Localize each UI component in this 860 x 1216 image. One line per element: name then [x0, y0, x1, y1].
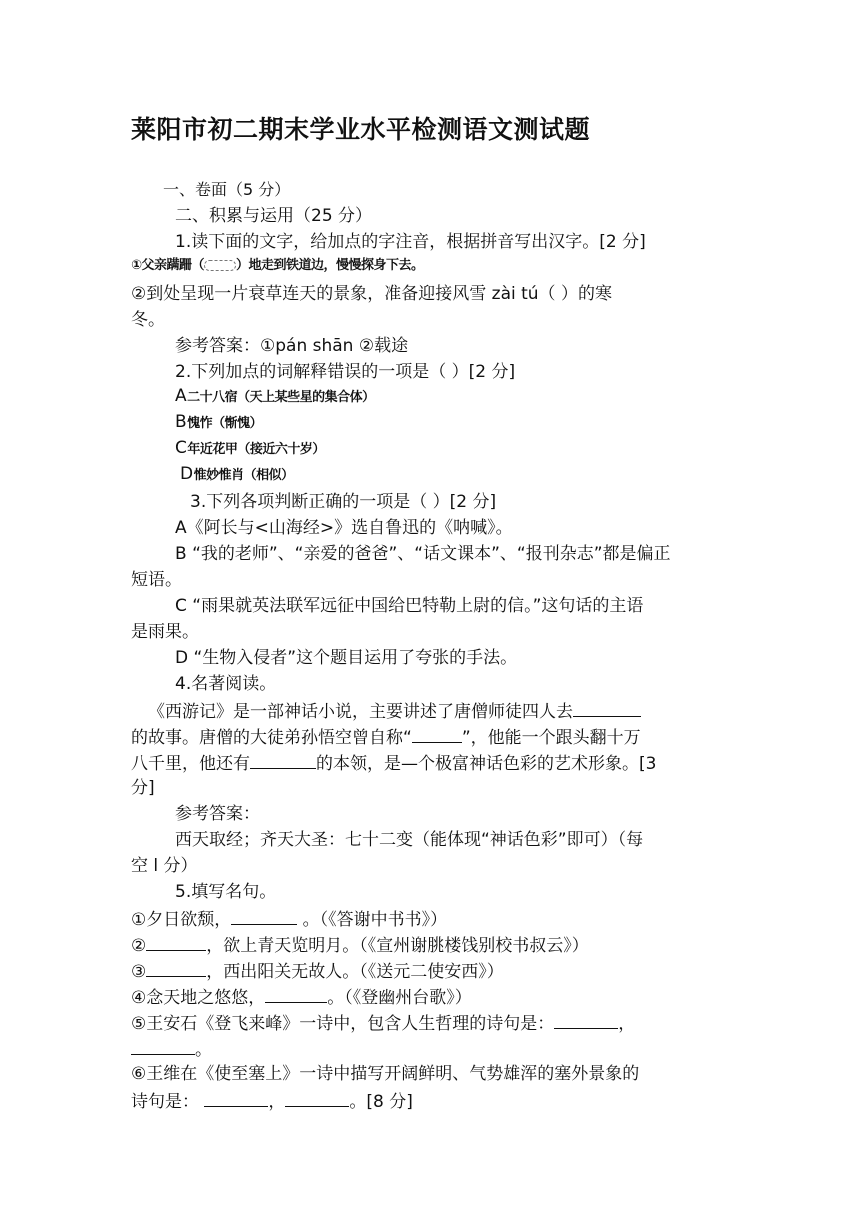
question-3-option-a: A《阿长与<山海经>》选自鲁迅的《呐喊》。	[175, 518, 513, 538]
question-3-option-b-cont: 短语。	[131, 570, 182, 590]
question-1-line-2-cont: 冬。	[131, 310, 165, 330]
question-3-option-c-cont: 是雨果。	[131, 622, 199, 642]
question-2-option-c: C年近花甲（接近六十岁）	[175, 438, 325, 458]
question-2-option-a: A二十八宿（天上某些星的集合体）	[175, 386, 375, 406]
question-4-answer-2: 空 l 分）	[131, 856, 198, 876]
question-4-line-1: 《西游记》是一部神话小说，主要讲述了唐僧师徒四人去	[148, 700, 641, 722]
question-3-option-b: B “我的老师”、“亲爱的爸爸”、“话文课本”、“报刊杂志”都是偏正	[175, 544, 671, 564]
question-4-line-2: 的故事。唐僧的大徒弟孙悟空曾自称“ ”，他能一个跟头翻十万	[131, 728, 641, 748]
question-5-item-1: ①夕日欲颓， 。（《答谢中书书》）	[131, 910, 448, 930]
question-5-item-6-cont: 诗句是： ， 。[8 分]	[131, 1092, 413, 1112]
question-2-stem: 2.下列加点的词解释错误的一项是（ ）[2 分]	[175, 362, 516, 382]
question-5-item-5-cont: 。	[131, 1038, 212, 1060]
question-1-stem: 1.读下面的文字，给加点的字注音，根据拼音写出汉字。[2 分]	[175, 232, 646, 252]
question-3-option-c: C “雨果就英法联军远征中国给巴特勒上尉的信。”这句话的主语	[175, 596, 644, 616]
page-title: 莱阳市初二期末学业水平检测语文测试题	[131, 115, 591, 144]
section-2-heading: 二、积累与运用（25 分）	[175, 206, 373, 226]
question-5-item-3: ③ ，西出阳关无故人。（《送元二使安西》）	[131, 962, 504, 982]
question-1-answer: 参考答案：①pán shān ②载途	[175, 336, 409, 356]
question-4-answer-label: 参考答案：	[175, 804, 260, 824]
question-3-option-d: D “生物入侵者”这个题目运用了夸张的手法。	[175, 648, 518, 668]
question-5-item-4: ④念天地之悠悠， 。（《登幽州台歌》）	[131, 988, 472, 1008]
question-1-line-2: ②到处呈现一片衰草连天的景象，准备迎接风雪 zài tú（ ）的寒	[131, 284, 612, 304]
question-4-line-4: 分]	[131, 778, 155, 798]
question-1-line-1: ①父亲蹒跚（ ）地走到铁道边，慢慢探身下去。	[131, 258, 424, 273]
question-5-stem: 5.填写名句。	[175, 882, 277, 902]
question-2-option-b: B愧怍（惭愧）	[175, 412, 263, 432]
question-5-item-5: ⑤王安石《登飞来峰》一诗中，包含人生哲理的诗句是： ，	[131, 1014, 636, 1034]
question-5-item-2: ② ，欲上青天览明月。（《宣州谢朓楼饯别校书叔云》）	[131, 936, 589, 956]
question-4-answer-1: 西天取经；齐天大圣：七十二变（能体现“神话色彩”即可）（每	[175, 830, 644, 850]
question-2-option-d: D惟妙惟肖（相似）	[180, 464, 294, 484]
section-1-heading: 一、卷面（5 分）	[163, 180, 291, 199]
question-5-item-6: ⑥王维在《使至塞上》一诗中描写开阔鲜明、气势雄浑的塞外景象的	[131, 1064, 640, 1084]
question-3-stem: 3.下列各项判断正确的一项是（ ）[2 分]	[190, 492, 497, 512]
question-4-stem: 4.名著阅读。	[175, 674, 277, 694]
question-4-line-3: 八千里，他还有 的本领，是—个极富神话色彩的艺术形象。[3	[131, 754, 657, 774]
